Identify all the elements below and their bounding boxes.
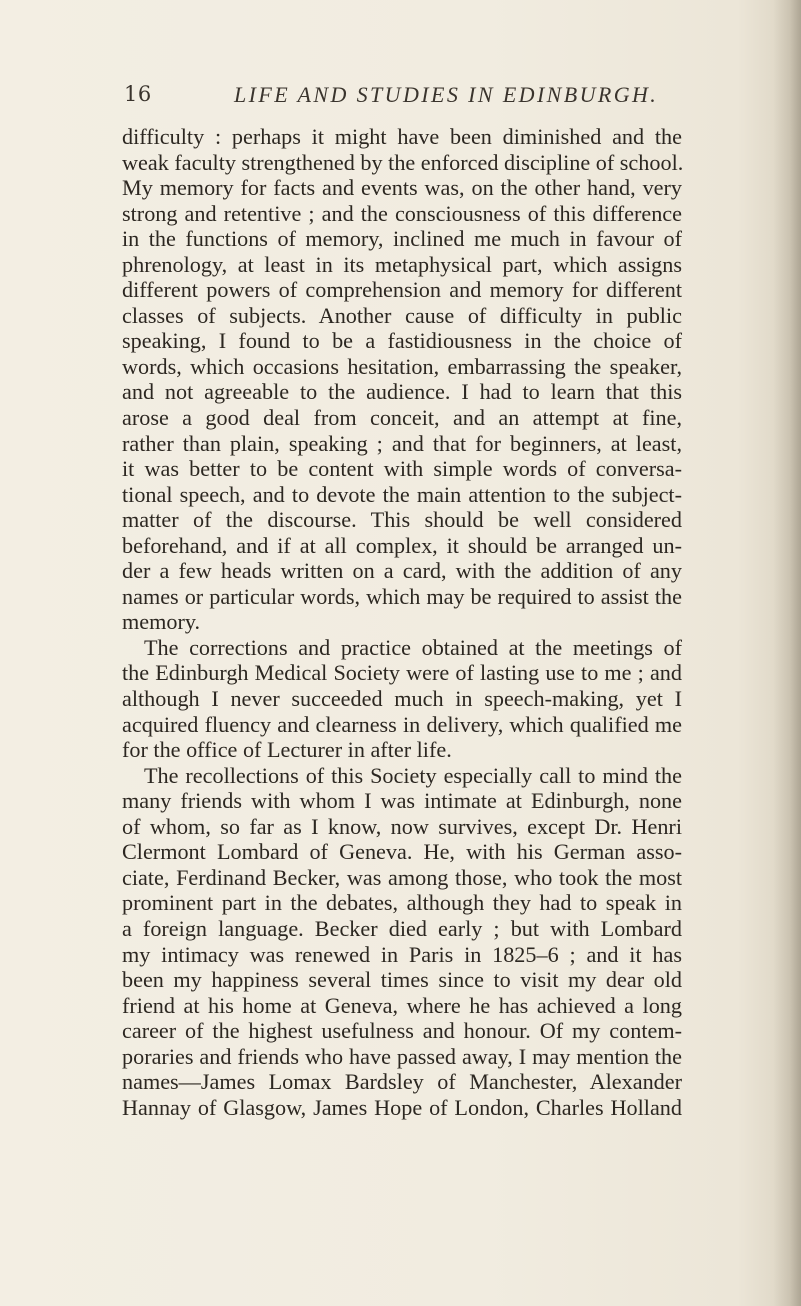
text-line: friend at his home at Geneva, where he has achieved a long	[122, 992, 682, 1018]
text-line: memory.	[122, 609, 201, 635]
text-line: of whom, so far as I know, now survives, except Dr. Henri	[122, 813, 682, 839]
paragraph-start-line: The corrections and practice obtained at the meetings of	[144, 634, 682, 660]
text-line: speaking, I found to be a fastidiousness in the choice of	[122, 328, 682, 354]
text-line: in the functions of memory, inclined me much in favour of	[122, 226, 682, 252]
text-line: my intimacy was renewed in Paris in 1825–6 ; and it has	[122, 941, 682, 967]
text-line: although I never succeeded much in speech-making, yet I	[122, 686, 682, 712]
body-text	[122, 124, 682, 1120]
page-number: 16	[124, 82, 152, 106]
text-line: phrenology, at least in its metaphysical part, which assigns	[122, 251, 682, 277]
text-line: der a few heads written on a card, with the addition of any	[122, 558, 682, 584]
running-head: LIFE AND STUDIES IN EDINBURGH.	[234, 82, 659, 107]
text-line: a foreign language. Becker died early ; but with Lombard	[122, 915, 682, 941]
text-line: My memory for facts and events was, on the other hand, very	[122, 175, 682, 201]
text-line: arose a good deal from conceit, and an attempt at fine,	[122, 405, 682, 431]
text-line: rather than plain, speaking ; and that for beginners, at least,	[122, 430, 682, 456]
paragraph-start-line: The recollections of this Society especially call to mind the	[144, 762, 682, 788]
text-line: for the office of Lecturer in after life.	[122, 737, 452, 763]
page-header	[124, 82, 664, 112]
text-line: and not agreeable to the audience. I had to learn that this	[122, 379, 682, 405]
text-line: the Edinburgh Medical Society were of lasting use to me ; and	[122, 660, 682, 686]
text-line: weak faculty strengthened by the enforced discipline of school.	[122, 149, 684, 175]
text-line: beforehand, and if at all complex, it should be arranged un-	[122, 532, 682, 558]
text-line: ciate, Ferdinand Becker, was among those, who took the most	[122, 864, 682, 890]
text-line: acquired fluency and clearness in delivery, which qualified me	[122, 711, 682, 737]
text-line: many friends with whom I was intimate at Edinburgh, none	[122, 788, 682, 814]
text-line: different powers of comprehension and memory for different	[122, 277, 682, 303]
text-line: names or particular words, which may be required to assist the	[122, 583, 682, 609]
text-line: names—James Lomax Bardsley of Manchester, Alexander	[122, 1069, 682, 1095]
text-line: difficulty : perhaps it might have been diminished and the	[122, 124, 682, 149]
text-line: Hannay of Glasgow, James Hope of London, Charles Holland	[122, 1094, 682, 1120]
text-line: strong and retentive ; and the consciousness of this difference	[122, 200, 682, 226]
page-edge-shadow	[773, 0, 801, 1306]
text-line: Clermont Lombard of Geneva. He, with his German asso-	[122, 839, 682, 865]
text-line: tional speech, and to devote the main attention to the subject-	[122, 481, 682, 507]
text-line: classes of subjects. Another cause of difficulty in public	[122, 302, 682, 328]
text-line: poraries and friends who have passed away, I may mention the	[122, 1043, 682, 1069]
text-line: prominent part in the debates, although they had to speak in	[122, 890, 682, 916]
text-line: matter of the discourse. This should be well considered	[122, 507, 682, 533]
text-line: words, which occasions hesitation, embarrassing the speaker,	[122, 353, 682, 379]
text-line: career of the highest usefulness and honour. Of my contem-	[122, 1018, 682, 1044]
text-line: been my happiness several times since to visit my dear old	[122, 967, 682, 993]
text-line: it was better to be content with simple words of conversa-	[122, 456, 682, 482]
